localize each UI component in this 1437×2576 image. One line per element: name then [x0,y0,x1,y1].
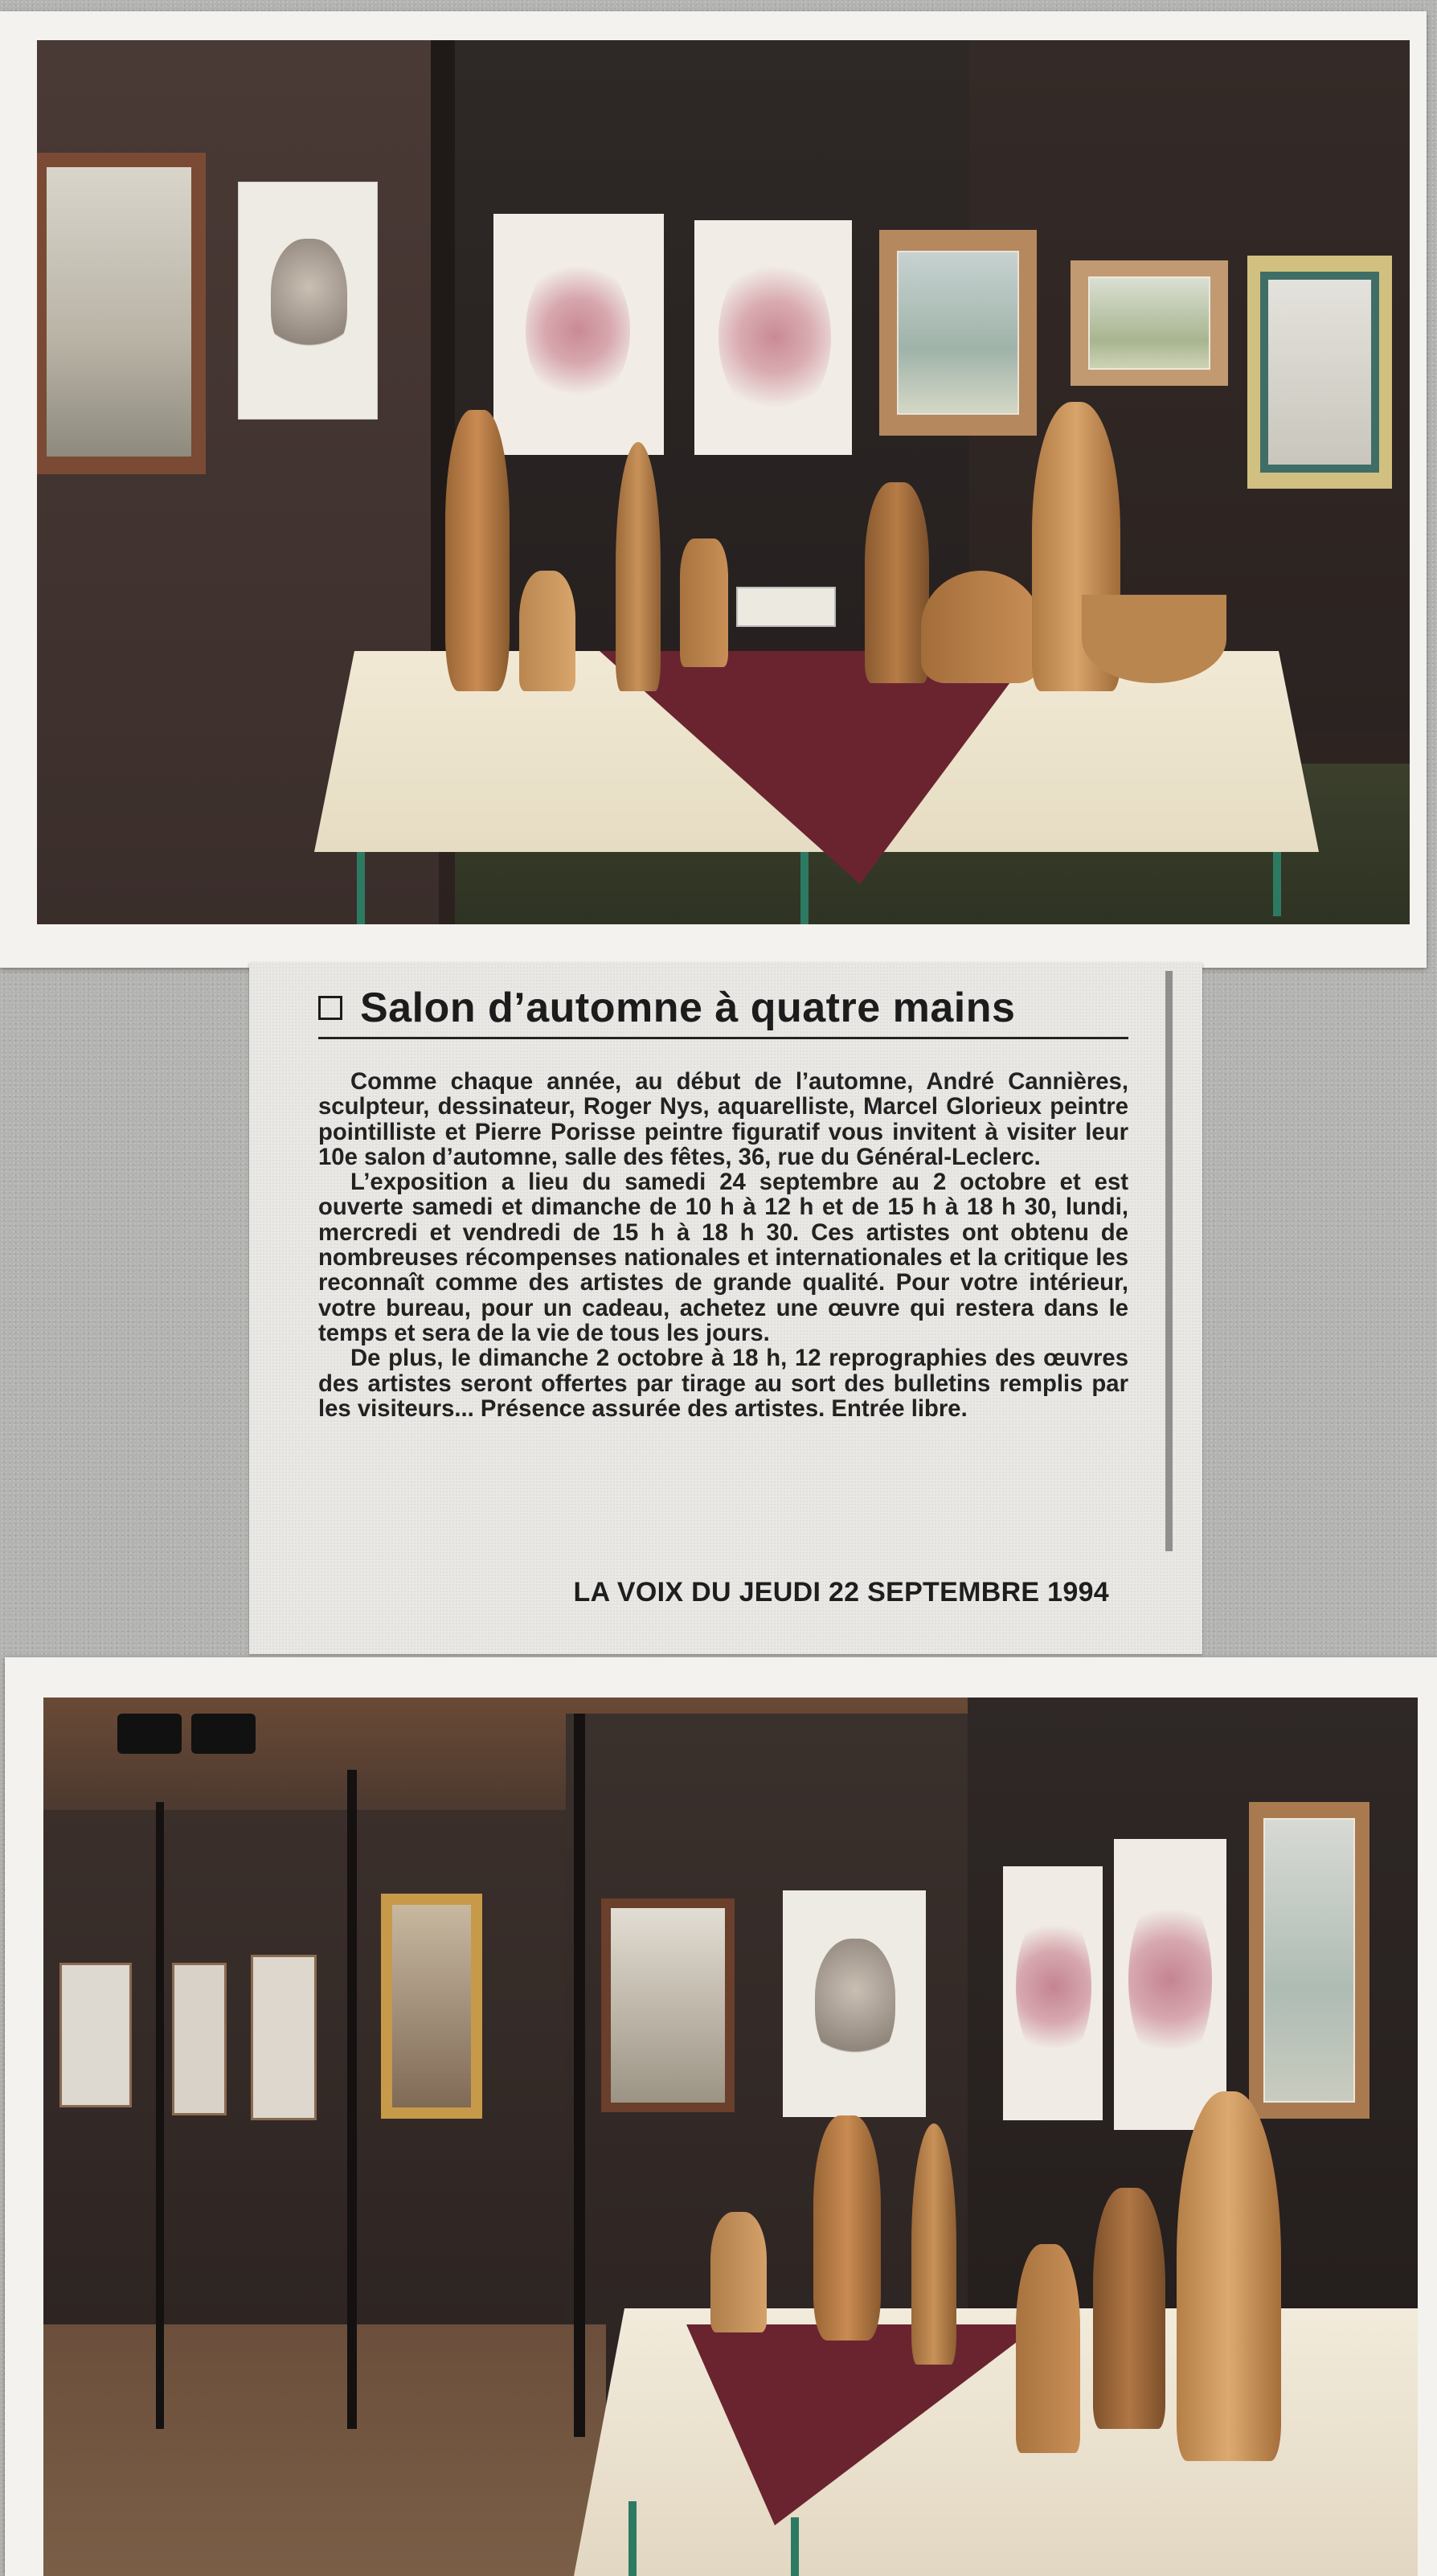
small-figure-sculpture [680,539,728,667]
column-rule [1165,971,1173,1551]
framed-landscape-drawing [601,1898,735,2112]
floral-drawing-1 [493,214,664,455]
article-source: LA VOIX DU JEUDI 22 SEPTEMBRE 1994 [573,1577,1109,1607]
framed-watercolor-bridge [879,230,1037,436]
priest-sculpture [1177,2091,1281,2461]
spotlight [191,1714,256,1754]
table-leg [628,2501,637,2576]
framed-watercolor-bridge [1249,1802,1369,2119]
floral-drawing-2 [694,220,852,455]
portrait-drawing-small [172,1963,227,2115]
headline-text: Salon d’automne à quatre mains [360,985,1016,1031]
top-exhibition-photo [37,40,1410,924]
floral-drawing-2 [1114,1839,1226,2130]
praying-hands-sculpture [710,2212,767,2332]
article-paragraph: Comme chaque année, au début de l’automne, André Cannières, sculpteur, dessinateur, Roger Nys, aquarelliste, Marcel Glorieux peintre pointilliste et Pierre Porisse peintre figuratif vous invitent à visiter leur 10e salon d’automne, salle des fêtes, 36, rue du Général-Leclerc. [318,1068,1128,1170]
standing-figure-sculpture [1093,2188,1165,2429]
seahorse-sculpture [813,2115,881,2341]
framed-watercolor-landscape [1071,260,1228,386]
bottom-exhibition-photo [43,1698,1418,2576]
table-leg [791,2517,799,2576]
article-paragraph: De plus, le dimanche 2 octobre à 18 h, 12 reprographies des œuvres des artistes seront offertes par tirage au sort des bulletins remplis par les visiteurs... Présence assurée des artistes. Entrée libre. [318,1345,1128,1422]
framed-landscape-drawing [37,153,206,474]
portrait-drawing [783,1890,926,2117]
article-body [318,1069,1128,1421]
framed-figure-drawing [1247,256,1392,489]
support-pole [156,1802,164,2429]
article-paragraph: L’exposition a lieu du samedi 24 septembre au 2 octobre et est ouverte samedi et dimanche de 10 h à 12 h et de 15 h à 18 h 30, lundi, mercredi et vendredi de 15 h à 18 h 30. Ces artistes ont obtenu de nombreuses récompenses nationales et internationales et la critique les reconnaît comme des artistes de grande qualité. Pour votre intérieur, votre bureau, pour un cadeau, achetez une œuvre qui restera dans le temps et sera de la vie de tous les jours. [318,1169,1128,1346]
title-card [736,587,836,627]
headline-rule [318,1037,1128,1039]
support-pole [574,1714,585,2437]
praying-hands-sculpture [519,571,575,691]
boat-sculpture [1082,595,1226,683]
clipping-headline [318,984,1122,1032]
portrait-drawing-small [251,1955,317,2120]
top-photo-card [0,11,1427,968]
madonna-sculpture [616,442,661,691]
floral-drawing-1 [1003,1866,1103,2120]
floor [43,2324,606,2576]
madonna-sculpture [911,2123,956,2365]
portrait-drawing [238,182,378,420]
gilt-framed-portrait [381,1894,482,2119]
portrait-drawing-small [59,1963,132,2107]
seahorse-sculpture [445,410,510,691]
seated-figure-sculpture [921,571,1042,683]
spotlight [117,1714,182,1754]
support-pole [347,1770,357,2429]
carved-figures-sculpture [1016,2244,1080,2453]
newspaper-clipping [249,963,1202,1654]
bottom-photo-card [5,1657,1437,2576]
standing-figure-sculpture [865,482,929,683]
headline-box-icon [318,996,342,1020]
